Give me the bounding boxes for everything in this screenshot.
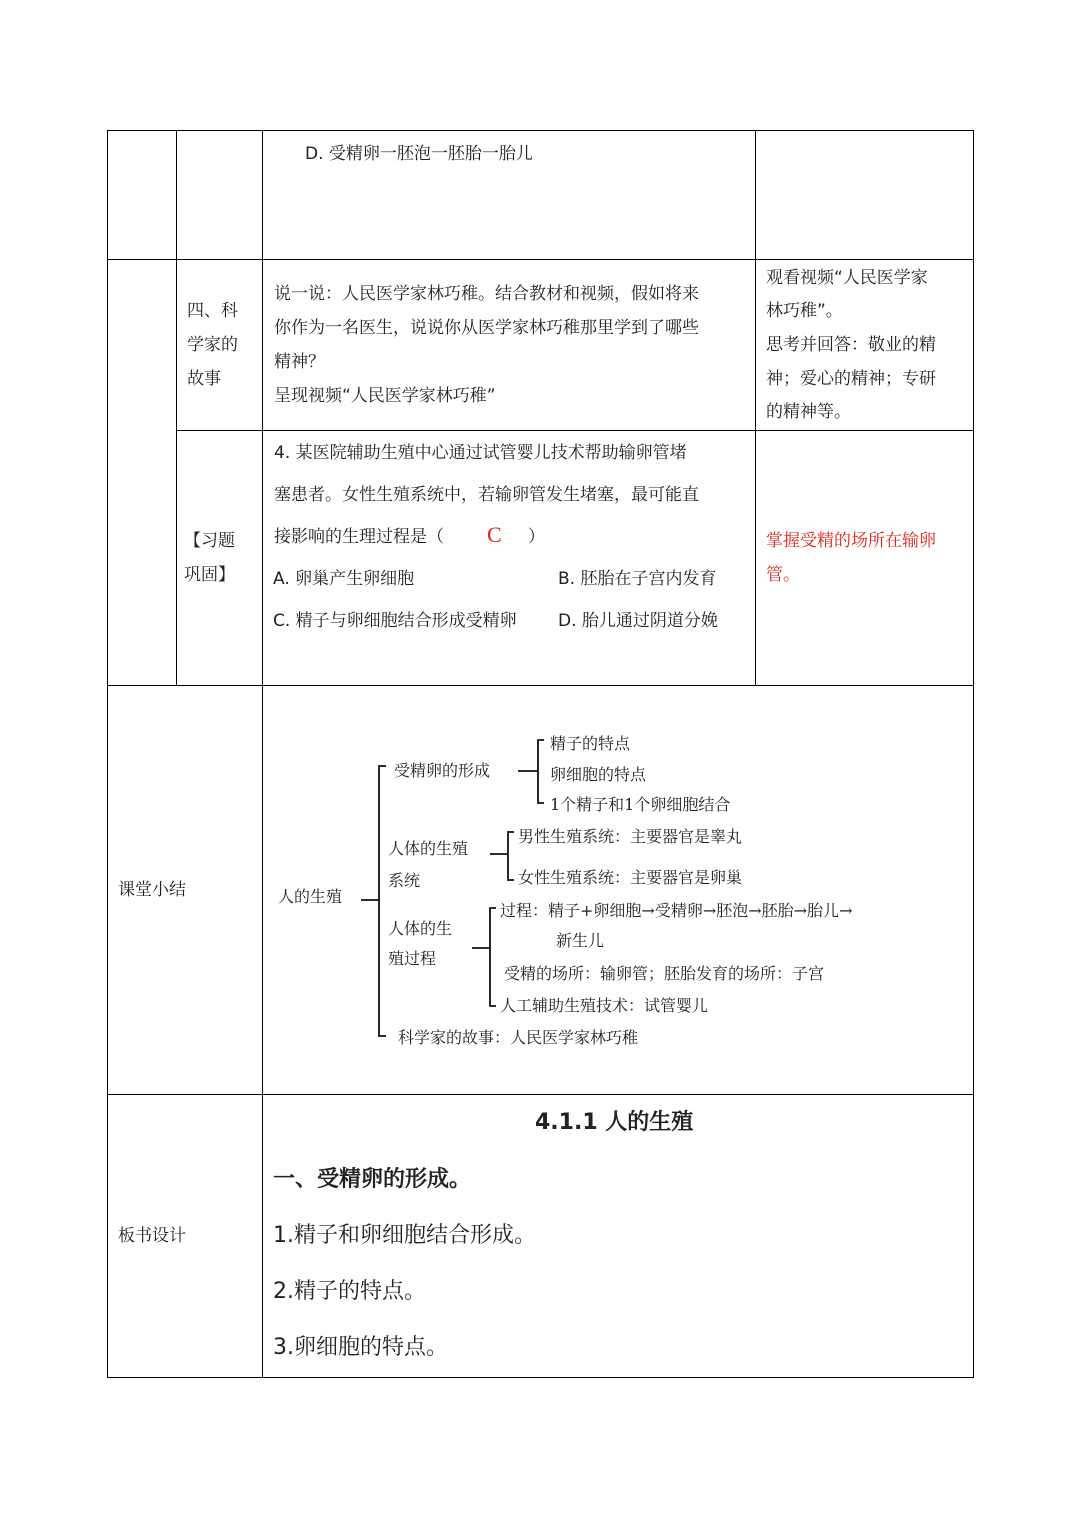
student-activity-line: 思考并回答：敬业的精 — [766, 335, 936, 355]
answer-mark: C — [487, 522, 502, 547]
teacher-activity-line: 说一说：人民医学家林巧稚。结合教材和视频，假如将来 — [274, 284, 699, 304]
branch3-brace — [472, 908, 496, 1006]
student-activity-line: 林巧稚”。 — [766, 301, 843, 321]
table-border-right — [973, 130, 974, 1378]
teacher-activity-line: 你作为一名医生，说说你从医学家林巧稚那里学到了哪些 — [274, 318, 699, 338]
question-line: 接影响的生理过程是（ — [274, 527, 444, 547]
option-c-text: C. 精子与卵细胞结合形成受精卵 — [273, 611, 517, 631]
step-label-line: 故事 — [187, 369, 221, 389]
mind-b2-item: 男性生殖系统：主要器官是睾丸 — [518, 827, 743, 846]
step-label-line: 【习题 — [184, 531, 235, 551]
table-rule — [107, 259, 974, 260]
option-b-text: B. 胚胎在子宫内发育 — [558, 569, 717, 589]
table-border-bottom — [107, 1377, 974, 1378]
board-line: 3.卵细胞的特点。 — [273, 1335, 448, 1360]
mind-b1-item: 1个精子和1个卵细胞结合 — [550, 795, 731, 814]
main-brace — [361, 766, 386, 1036]
option-d-text: D. 受精卵一胚泡一胚胎一胎儿 — [305, 144, 533, 164]
mind-b2-item: 女性生殖系统：主要器官是卵巢 — [518, 868, 743, 887]
summary-label: 课堂小结 — [118, 880, 186, 900]
board-line: 2.精子的特点。 — [273, 1279, 426, 1304]
question-line: 塞患者。女性生殖系统中，若输卵管发生堵塞，最可能直 — [274, 485, 699, 505]
summary-mind-map — [262, 686, 973, 1094]
mind-branch2-line2: 系统 — [388, 871, 421, 890]
student-activity-line: 观看视频“人民医学家 — [766, 268, 928, 288]
table-rule — [755, 130, 756, 686]
step-label-line: 巩固】 — [184, 565, 235, 585]
mind-b3-item: 过程：精子+卵细胞→受精卵→胚泡→胚胎→胎儿→ — [500, 901, 853, 920]
question-close-paren: ） — [528, 527, 545, 547]
step-label-line: 学家的 — [187, 335, 238, 355]
mind-b3-item: 受精的场所：输卵管；胚胎发育的场所：子宫 — [504, 964, 825, 983]
branch1-brace — [518, 740, 544, 803]
mind-branch4: 科学家的故事：人民医学家林巧稚 — [398, 1028, 639, 1047]
question-line: 4. 某医院辅助生殖中心通过试管婴儿技术帮助输卵管堵 — [274, 443, 687, 463]
mind-branch1: 受精卵的形成 — [394, 761, 491, 780]
option-a-text: A. 卵巢产生卵细胞 — [273, 569, 415, 589]
mind-branch2-line1: 人体的生殖 — [388, 839, 469, 858]
table-rule — [176, 430, 974, 431]
design-intent-line: 掌握受精的场所在输卵 — [766, 531, 936, 551]
design-intent-line: 管。 — [766, 565, 800, 585]
mind-branch3-line1: 人体的生 — [388, 919, 453, 938]
board-label: 板书设计 — [118, 1226, 186, 1246]
student-activity-line: 的精神等。 — [766, 402, 851, 422]
mind-b1-item: 精子的特点 — [550, 734, 631, 753]
board-line: 1.精子和卵细胞结合形成。 — [273, 1223, 536, 1248]
branch2-brace — [490, 832, 514, 880]
table-rule — [107, 1094, 974, 1095]
mind-root: 人的生殖 — [278, 887, 343, 906]
mind-b3-item: 新生儿 — [556, 931, 605, 950]
mind-branch3-line2: 殖过程 — [388, 949, 437, 968]
table-border-left — [107, 130, 108, 1378]
option-d-text: D. 胎儿通过阴道分娩 — [558, 611, 718, 631]
table-border-top — [107, 130, 974, 131]
step-label-line: 四、科 — [187, 301, 238, 321]
mind-b3-item: 人工辅助生殖技术：试管婴儿 — [500, 996, 709, 1015]
student-activity-line: 神；爱心的精神；专研 — [766, 369, 936, 389]
mind-b1-item: 卵细胞的特点 — [550, 765, 647, 784]
table-rule — [176, 130, 177, 686]
teacher-activity-line: 呈现视频“人民医学家林巧稚” — [274, 386, 496, 406]
board-heading: 一、受精卵的形成。 — [273, 1167, 472, 1192]
board-title: 4.1.1 人的生殖 — [535, 1110, 694, 1135]
teacher-activity-line: 精神？ — [274, 352, 325, 372]
